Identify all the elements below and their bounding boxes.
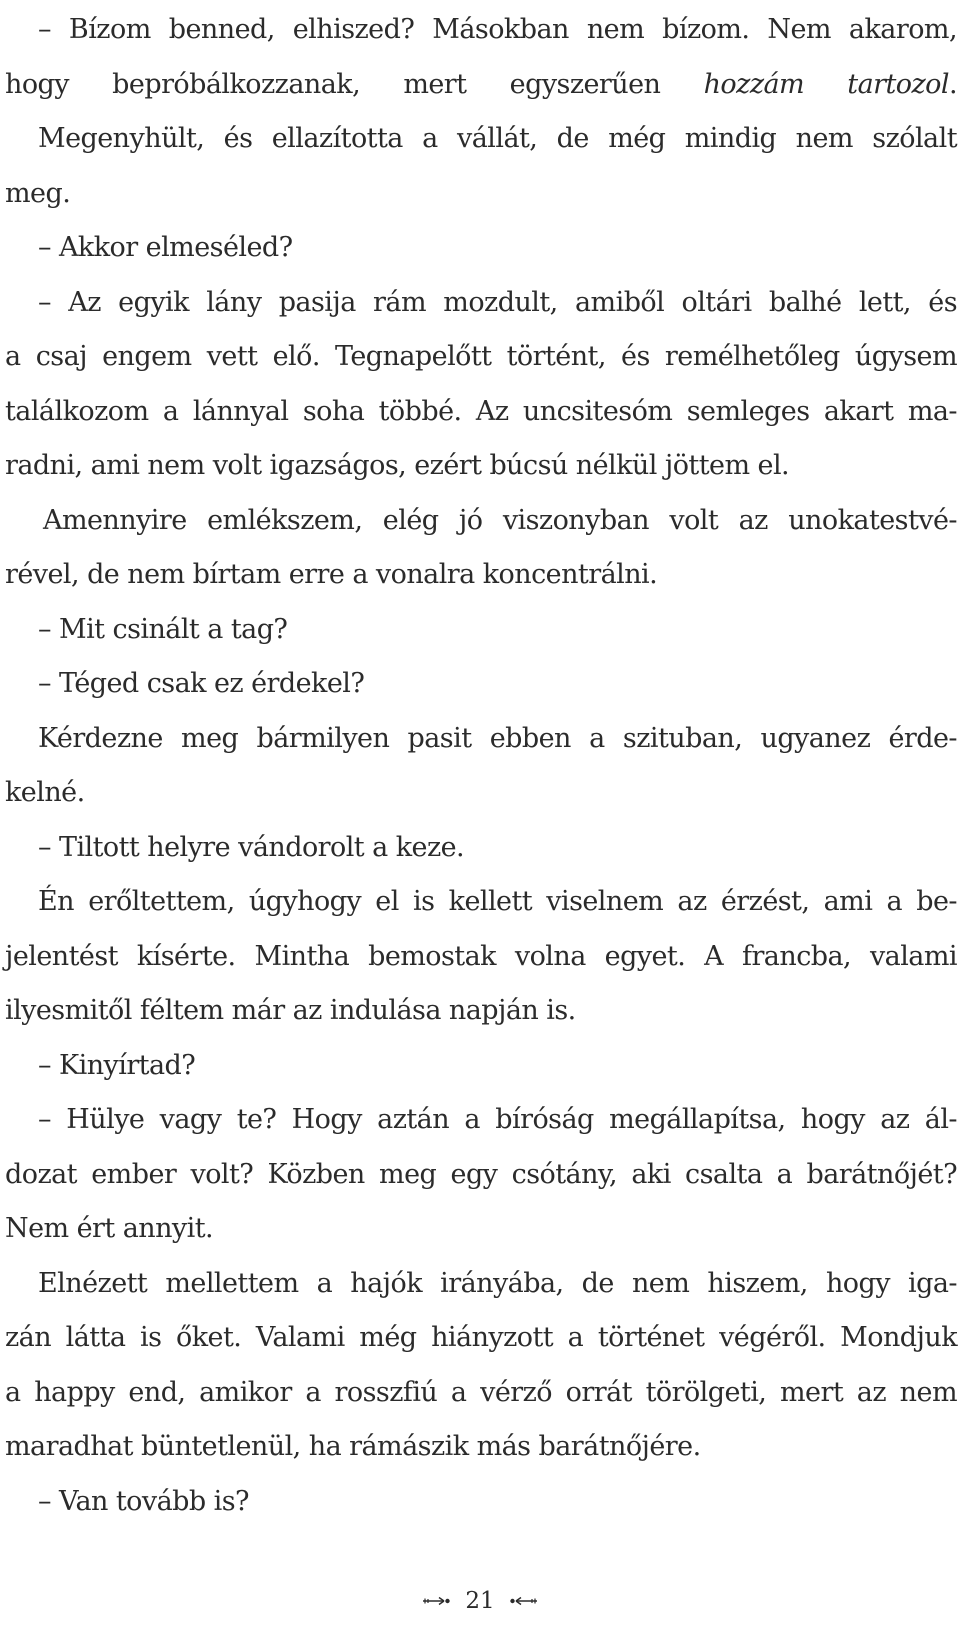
text-line-20: – Kinyírtad? [38,1049,196,1081]
text-line-6: – Az egyik lány pasija rám mozdult, amiből oltári balhé lett, és [38,286,957,318]
text-line-18: jelentést kísérte. Mintha bemostak volna egyet. A francba, valami [5,940,957,972]
line-2-start: hogy bepróbálkozzanak, mert egyszerűen [5,68,704,100]
text-line-4: meg. [5,177,71,209]
text-line-5: – Akkor elmeséled? [38,232,293,263]
text-line-14: Kérdezne meg bármilyen pasit ebben a szituban, ugyanez érde- [38,722,957,754]
text-line-28: – Van tovább is? [38,1485,249,1517]
text-line-25: zán látta is őket. Valami még hiányzott a történet végéről. Mondjuk [5,1322,957,1353]
text-line-21: – Hülye vagy te? Hogy aztán a bíróság megállapítsa, hogy az ál- [38,1104,957,1135]
emphasis-text: hozzám tartozol [703,68,949,100]
text-line-22: dozat ember volt? Közben meg egy csótány, aki csalta a barátnőjét? [5,1158,957,1190]
text-line-26: a happy end, amikor a rosszfiú a vérző orrát törölgeti, mert az nem [5,1376,957,1408]
text-line-7: a csaj engem vett elő. Tegnapelőtt történt, és remélhetőleg úgysem [5,341,957,372]
text-line-27: maradhat büntetlenül, ha rámászik más barátnőjére. [5,1431,701,1462]
text-line-24: Elnézett mellettem a hajók irányába, de nem hiszem, hogy iga- [38,1267,957,1299]
page-footer [0,1583,960,1617]
text-line-1: – Bízom benned, elhiszed? Másokban nem bízom. Nem akarom, [38,14,957,45]
text-line-19: ilyesmitől féltem már az indulása napján is. [5,995,576,1026]
text-line-9: radni, ami nem volt igazságos, ezért búcsú nélkül jöttem el. [5,450,790,481]
body-text [5,3,957,1529]
text-line-17: Én erőltettem, úgyhogy el is kellett viselnem az érzést, ami a be- [38,886,957,917]
text-line-23: Nem ért annyit. [5,1213,214,1244]
line-2-end: . [948,68,957,100]
text-line-12: – Mit csinált a tag? [38,613,288,645]
right-ornament-icon [508,1596,538,1606]
left-ornament-icon [422,1596,452,1606]
text-line-10: Amennyire emlékszem, elég jó viszonyban volt az unokatestvé- [43,504,957,536]
text-line-11: rével, de nem bírtam erre a vonalra koncentrálni. [5,559,658,590]
text-line-15: kelné. [5,777,85,808]
text-line-13: – Téged csak ez érdekel? [38,668,365,699]
page-number: 21 [465,1588,495,1614]
text-line-8: találkozom a lánnyal soha többé. Az uncsitesóm semleges akart ma- [5,395,957,427]
text-line-3: Megenyhült, és ellazította a vállát, de még mindig nem szólalt [38,123,957,154]
text-line-16: – Tiltott helyre vándorolt a keze. [38,831,465,863]
text-line-2 [5,58,957,113]
